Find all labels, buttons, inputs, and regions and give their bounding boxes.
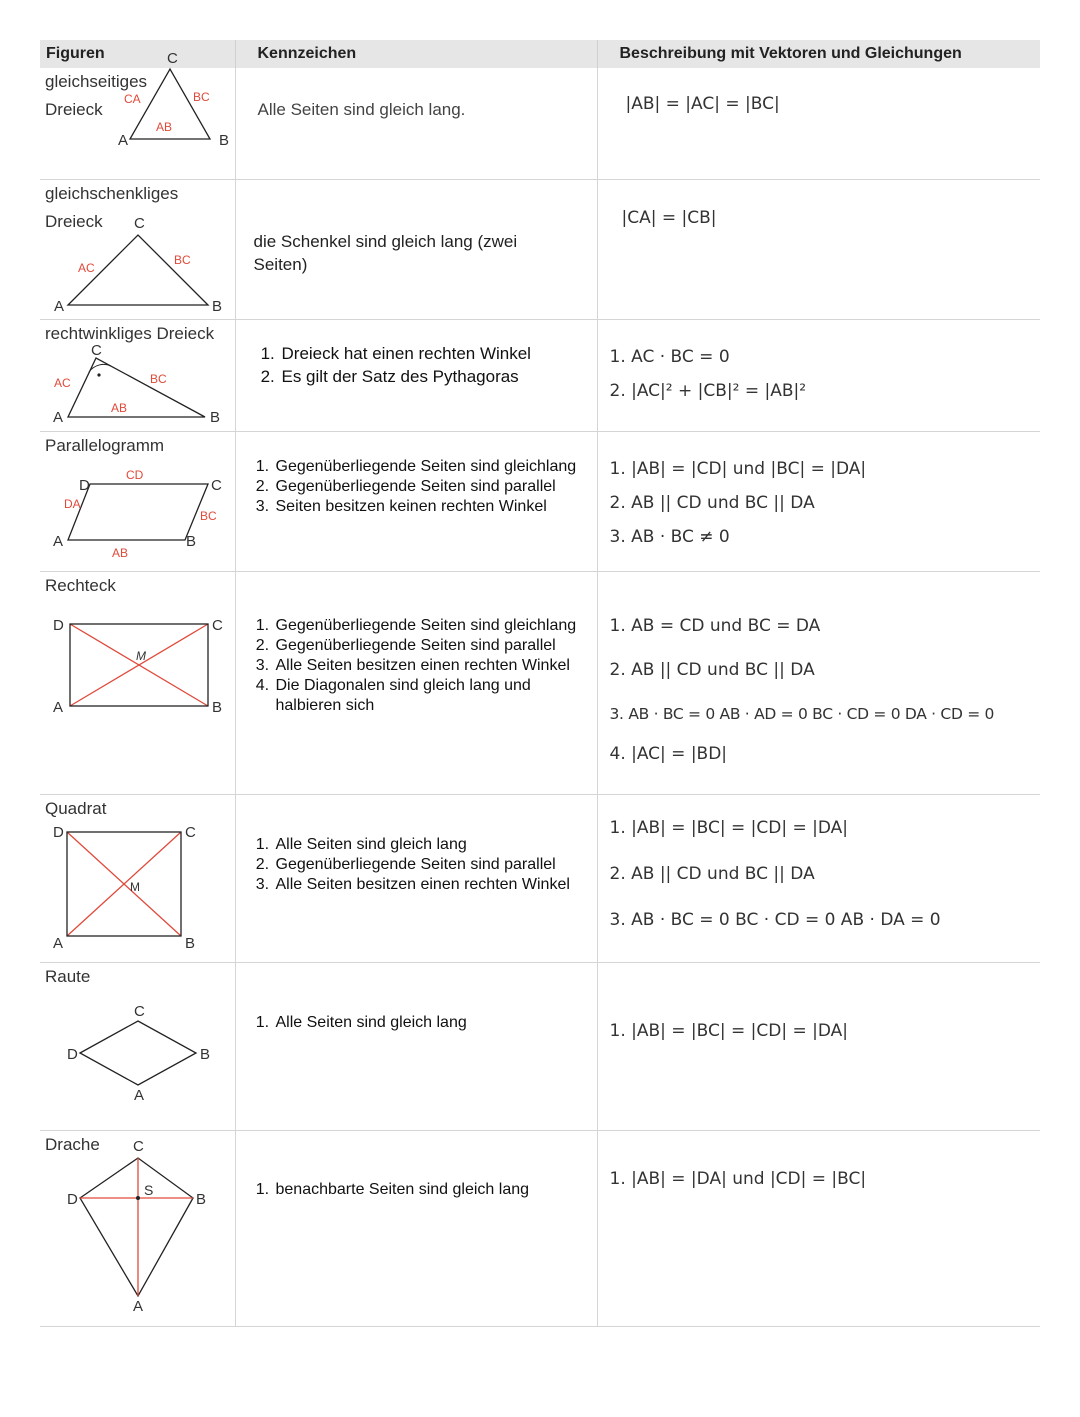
figure-name: gleichschenkliges <box>45 184 179 203</box>
equation: 1. AC · BC = 0 <box>609 347 730 367</box>
row-kite <box>40 1131 1040 1327</box>
vertex-label: C <box>167 50 178 67</box>
vertex-label: B <box>185 935 196 952</box>
feature-item: 2. Gegenüberliegende Seiten sind parallel <box>274 636 593 656</box>
row-right-triangle <box>40 320 1040 432</box>
figure-cell <box>40 432 235 572</box>
row-rectangle <box>40 572 1040 795</box>
vertex-label: A <box>118 132 129 149</box>
formula-sheet <box>40 40 1040 1327</box>
square-drawing <box>40 795 235 962</box>
equations-list <box>598 572 1041 772</box>
row-square <box>40 795 1040 963</box>
equation: 1. |AB| = |CD| und |BC| = |DA| <box>609 459 867 479</box>
figure-name: Quadrat <box>45 799 107 818</box>
vertex-label: D <box>53 824 64 841</box>
right-triangle-figure <box>40 320 235 431</box>
header-figures: Figuren <box>40 40 235 68</box>
figures-table <box>40 40 1040 1327</box>
vertex-label: B <box>200 1046 211 1063</box>
header-features: Kennzeichen <box>235 40 597 68</box>
header-row <box>40 40 1040 68</box>
vertex-label: C <box>185 824 196 841</box>
vertex-label: D <box>67 1191 78 1208</box>
figure-cell <box>40 963 235 1131</box>
equations-cell <box>597 320 1040 432</box>
figure-name: Rechteck <box>45 576 116 595</box>
rectangle-drawing <box>40 572 235 794</box>
features-text: Alle Seiten sind gleich lang. <box>257 100 466 119</box>
figure-name: Drache <box>45 1135 100 1154</box>
kite-drawing <box>40 1131 235 1326</box>
features-cell <box>235 795 597 963</box>
row-equilateral-triangle <box>40 68 1040 180</box>
features-text: die Schenkel sind gleich lang (zwei Seiten) <box>253 232 518 274</box>
figure-name: Raute <box>45 967 91 986</box>
vertex-label: B <box>186 533 197 550</box>
vector-label: AB <box>156 120 173 134</box>
figure-name: gleichseitiges <box>45 72 148 91</box>
equation: 2. AB || CD und BC || DA <box>609 493 815 513</box>
vertex-label: C <box>133 1138 144 1155</box>
equation: 2. |AC|² + |CB|² = |AB|² <box>609 381 807 401</box>
feature-item: 1. Alle Seiten sind gleich lang <box>274 1013 597 1033</box>
equation: 3. AB · BC = 0 AB · AD = 0 BC · CD = 0 DA · CD = 0 <box>609 705 995 723</box>
feature-item: 2. Gegenüberliegende Seiten sind parallel <box>274 477 593 497</box>
vertex-label: A <box>133 1298 144 1315</box>
equations-list <box>598 432 1041 554</box>
vertex-label: C <box>211 477 222 494</box>
figure-cell <box>40 320 235 432</box>
vertex-label: A <box>53 409 64 426</box>
vector-label: BC <box>174 253 191 267</box>
vector-label: CA <box>124 92 141 106</box>
equations-list <box>598 320 1041 408</box>
vertex-label: B <box>212 699 223 716</box>
equation: |CA| = |CB| <box>621 208 717 228</box>
vector-label: BC <box>150 372 167 386</box>
equation: 2. AB || CD und BC || DA <box>609 864 815 884</box>
vertex-label: B <box>196 1191 207 1208</box>
header-description: Beschreibung mit Vektoren und Gleichungen <box>597 40 1040 68</box>
feature-item: 3. Alle Seiten besitzen einen rechten Winkel <box>274 656 593 676</box>
vector-label: BC <box>193 90 210 104</box>
features-cell <box>235 1131 597 1327</box>
vertex-label: B <box>219 132 230 149</box>
vertex-label: C <box>91 342 102 359</box>
vertex-label: A <box>54 298 65 315</box>
vertex-label: D <box>79 477 90 494</box>
square-figure <box>40 795 235 962</box>
equation: 3. AB · BC ≠ 0 <box>609 527 730 547</box>
vertex-label: A <box>134 1087 145 1104</box>
vertex-label: A <box>53 699 64 716</box>
figure-cell <box>40 1131 235 1327</box>
equations-list <box>598 795 1041 943</box>
features-cell <box>235 68 597 180</box>
feature-item: 2. Es gilt der Satz des Pythagoras <box>280 365 597 388</box>
features-cell <box>235 963 597 1131</box>
feature-item: 1. Gegenüberliegende Seiten sind gleichlang <box>274 457 593 477</box>
vector-label: BC <box>200 509 217 523</box>
vertex-label: C <box>212 617 223 634</box>
right-triangle-drawing <box>40 320 235 431</box>
vector-label: AB <box>111 401 128 415</box>
vertex-label: C <box>134 215 145 232</box>
row-isosceles-triangle <box>40 180 1040 320</box>
vector-label: AC <box>78 261 95 275</box>
center-label: S <box>144 1182 154 1198</box>
feature-item: 1. benachbarte Seiten sind gleich lang <box>274 1180 597 1200</box>
equation: 4. |AC| = |BD| <box>609 744 728 764</box>
parallelogram-drawing <box>40 432 235 571</box>
rhombus-drawing <box>40 963 235 1130</box>
features-cell <box>235 320 597 432</box>
figure-cell <box>40 180 235 320</box>
vertex-label: B <box>212 298 223 315</box>
vertex-label: D <box>67 1046 78 1063</box>
equations-cell <box>597 963 1040 1131</box>
kite-figure <box>40 1131 235 1326</box>
figure-name: Dreieck <box>45 100 103 119</box>
feature-item: 3. Seiten besitzen keinen rechten Winkel <box>274 497 593 517</box>
features-cell <box>235 180 597 320</box>
equations-cell <box>597 795 1040 963</box>
features-list <box>236 963 597 1033</box>
center-label: M <box>136 649 146 663</box>
figure-cell <box>40 795 235 963</box>
figure-name: rechtwinkliges Dreieck <box>45 324 215 343</box>
equation: 1. AB = CD und BC = DA <box>609 616 821 636</box>
equations-cell <box>597 432 1040 572</box>
feature-item: 3. Alle Seiten besitzen einen rechten Winkel <box>274 875 593 895</box>
feature-item: 1. Gegenüberliegende Seiten sind gleichlang <box>274 616 593 636</box>
isosceles-figure <box>40 180 235 319</box>
equation: 1. |AB| = |BC| = |CD| = |DA| <box>609 818 849 838</box>
feature-item: 1. Dreieck hat einen rechten Winkel <box>280 342 597 365</box>
feature-item: 4. Die Diagonalen sind gleich lang und halbieren sich <box>274 676 593 716</box>
figure-name: Dreieck <box>45 212 103 231</box>
features-list <box>236 572 597 716</box>
equations-cell <box>597 572 1040 795</box>
vertex-label: A <box>53 935 64 952</box>
features-cell <box>235 432 597 572</box>
features-list <box>236 432 597 517</box>
equations-cell <box>597 68 1040 180</box>
equations-cell <box>597 1131 1040 1327</box>
center-label: M <box>130 880 140 894</box>
figure-name: Parallelogramm <box>45 436 165 455</box>
vertex-label: A <box>53 533 64 550</box>
equations-cell <box>597 180 1040 320</box>
vector-label: AB <box>112 546 129 560</box>
equation: 3. AB · BC = 0 BC · CD = 0 AB · DA = 0 <box>609 910 941 930</box>
equation: |AB| = |AC| = |BC| <box>625 94 780 114</box>
feature-item: 2. Gegenüberliegende Seiten sind parallel <box>274 855 593 875</box>
rectangle-figure <box>40 572 235 794</box>
vertex-label: B <box>210 409 221 426</box>
vertex-label: C <box>134 1003 145 1020</box>
features-cell <box>235 572 597 795</box>
vector-label: DA <box>64 497 81 511</box>
equation: 2. AB || CD und BC || DA <box>609 660 815 680</box>
features-list <box>236 795 597 895</box>
row-rhombus <box>40 963 1040 1131</box>
feature-item: 1. Alle Seiten sind gleich lang <box>274 835 593 855</box>
row-parallelogram <box>40 432 1040 572</box>
isosceles-triangle-drawing <box>40 180 235 319</box>
vertex-label: D <box>53 617 64 634</box>
parallelogram-figure <box>40 432 235 571</box>
equation: 1. |AB| = |DA| und |CD| = |BC| <box>609 1169 867 1189</box>
vector-label: AC <box>54 376 71 390</box>
figure-cell <box>40 572 235 795</box>
features-list <box>236 1131 597 1200</box>
rhombus-figure <box>40 963 235 1130</box>
features-list <box>236 320 597 388</box>
vector-label: CD <box>126 468 144 482</box>
equation: 1. |AB| = |BC| = |CD| = |DA| <box>609 1021 849 1041</box>
